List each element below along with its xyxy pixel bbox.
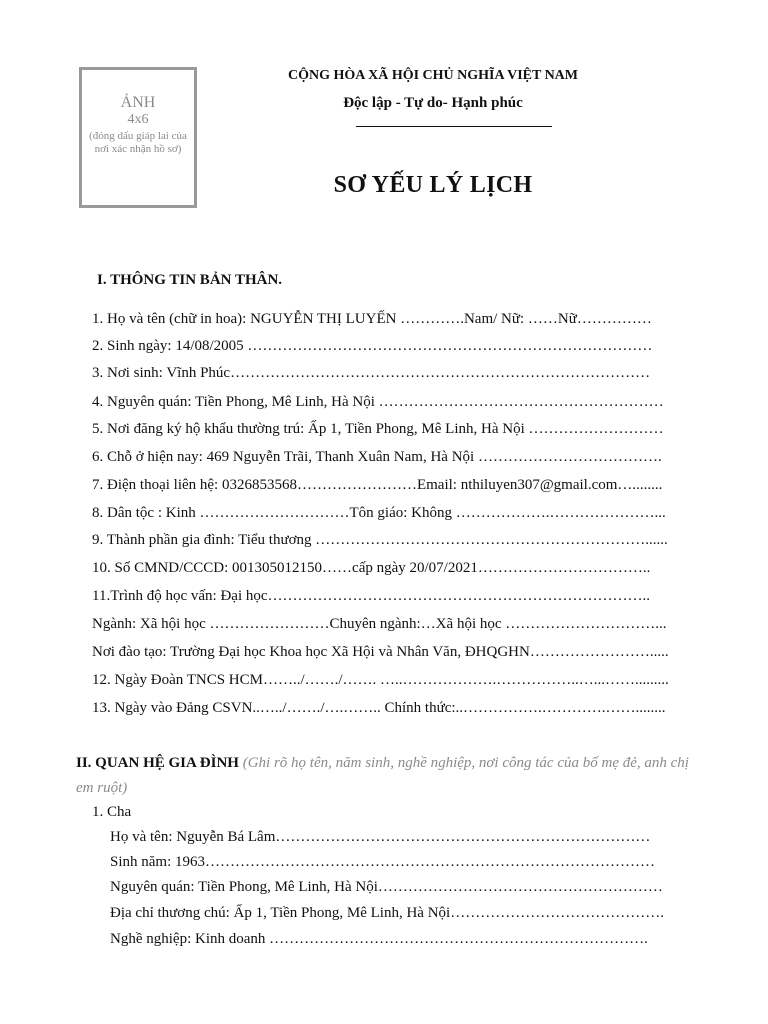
father-line-address: Địa chỉ thương chú: Ấp 1, Tiền Phong, Mê Linh, Hà Nội……………………………………. bbox=[110, 905, 664, 921]
motto-underline bbox=[356, 126, 552, 127]
national-name: CỘNG HÒA XÃ HỘI CHỦ NGHĨA VIỆT NAM bbox=[287, 68, 578, 83]
info-line-institution: Nơi đào tạo: Trường Đại học Khoa học Xã Hội và Nhân Văn, ĐHQGHN……………………..... bbox=[92, 644, 669, 660]
national-motto: Độc lập - Tự do- Hạnh phúc bbox=[343, 95, 523, 111]
section-2-title: II. QUAN HỆ GIA ĐÌNH bbox=[76, 755, 239, 771]
father-line-name: Họ và tên: Nguyễn Bá Lâm………………………………………………………………… bbox=[110, 829, 651, 845]
info-line-education: 11.Trình độ học vấn: Đại học………………………………………………………………….. bbox=[92, 588, 651, 604]
info-line-ethnicity-religion: 8. Dân tộc : Kinh …………………………Tôn giáo: Không ……………….…………………... bbox=[92, 505, 666, 521]
father-line-hometown: Nguyên quán: Tiền Phong, Mê Linh, Hà Nội………………………………………………… bbox=[110, 879, 663, 895]
section-2-note: (Ghi rõ họ tên, năm sinh, nghề nghiệp, nơi công tác của bố mẹ đẻ, anh chị em ruột) bbox=[76, 755, 689, 796]
father-line-birth-year: Sinh năm: 1963……………………………………………………………………………… bbox=[110, 854, 656, 870]
info-line-major: Ngành: Xã hội học ……………………Chuyên ngành:…Xã hội học …………………………... bbox=[92, 616, 667, 632]
document-title: SƠ YẾU LÝ LỊCH bbox=[333, 172, 533, 198]
photo-title: ẢNH bbox=[120, 94, 156, 111]
info-line-youth-union: 12. Ngày Đoàn TNCS HCM……../……./……. …..……………….……………..…...……......... bbox=[92, 672, 669, 688]
father-line-occupation: Nghề nghiệp: Kinh doanh …………………………………………………………………. bbox=[110, 931, 648, 947]
photo-size: 4x6 bbox=[127, 112, 149, 127]
info-line-contact: 7. Điện thoại liên hệ: 0326853568……………………Email: nthiluyen307@gmail.com…........ bbox=[92, 477, 663, 493]
info-line-birth-date: 2. Sinh ngày: 14/08/2005 ……………………………………………………………………… bbox=[92, 338, 653, 354]
info-line-party: 13. Ngày vào Đảng CSVN..…../……./….…….. Chính thức:..…………….………….……........ bbox=[92, 700, 666, 716]
section-2-header bbox=[64, 751, 690, 801]
info-line-permanent-address: 5. Nơi đăng ký hộ khẩu thường trú: Ấp 1, Tiền Phong, Mê Linh, Hà Nội ……………………… bbox=[92, 421, 664, 437]
info-line-current-address: 6. Chỗ ở hiện nay: 469 Nguyễn Trãi, Thanh Xuân Nam, Hà Nội ………………………………. bbox=[92, 449, 662, 465]
info-line-hometown: 4. Nguyên quán: Tiền Phong, Mê Linh, Hà Nội ………………………………………………… bbox=[92, 394, 664, 410]
info-line-id-card: 10. Số CMND/CCCD: 001305012150……cấp ngày 20/07/2021…………………………….. bbox=[92, 560, 651, 576]
info-line-family-background: 9. Thành phần gia đình: Tiểu thương …………………………………………………………...... bbox=[92, 532, 668, 548]
info-line-full-name: 1. Họ và tên (chữ in hoa): NGUYỄN THỊ LUYẾN ………….Nam/ Nữ: ……Nữ…………… bbox=[92, 311, 652, 327]
photo-placeholder bbox=[79, 67, 197, 208]
photo-note: (đóng dấu giáp lai của nơi xác nhận hồ sơ) bbox=[89, 130, 187, 155]
father-heading: 1. Cha bbox=[92, 804, 132, 820]
info-line-birth-place: 3. Nơi sinh: Vĩnh Phúc………………………………………………………………………… bbox=[92, 365, 651, 381]
section-1-title: I. THÔNG TIN BẢN THÂN. bbox=[97, 272, 283, 288]
